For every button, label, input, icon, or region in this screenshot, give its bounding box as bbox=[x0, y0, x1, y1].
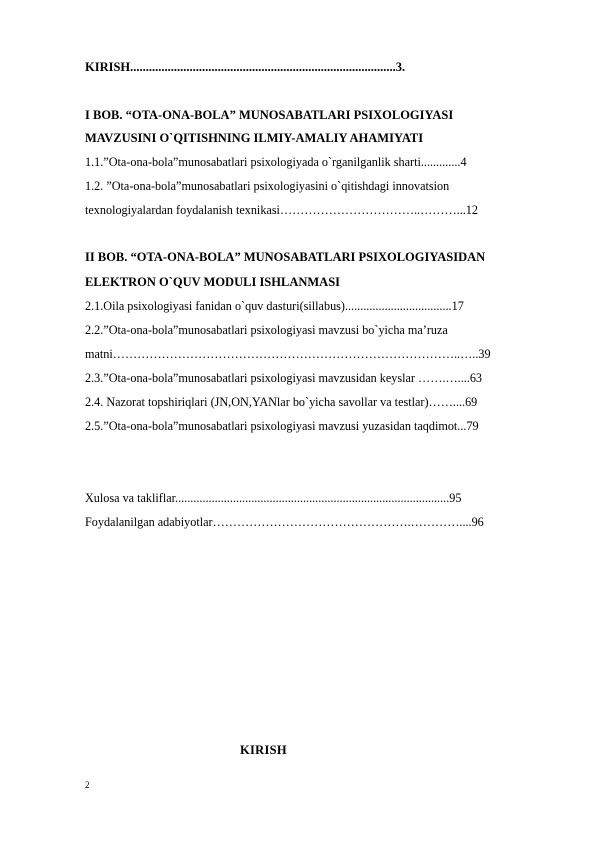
toc-adabiyotlar: Foydalanilgan adabiyotlar………………………………………….…………....96 bbox=[85, 515, 484, 529]
chapter1-title-line2: MAVZUSINI O`QITISHNING ILMIY-AMALIY AHAMIYATI bbox=[85, 131, 424, 145]
toc-kirish: KIRISH.....................................................................................3. bbox=[85, 60, 406, 74]
next-section-heading: KIRISH bbox=[240, 743, 287, 757]
chapter1-title-line1: I BOB. “OTA-ONA-BOLA” MUNOSABATLARI PSIXOLOGIYASI bbox=[85, 108, 454, 122]
toc-item-1-2-line2: texnologiyalardan foydalanish texnikasi……………………………..………...12 bbox=[85, 203, 478, 217]
chapter2-title-line2: ELEKTRON O`QUV MODULI ISHLANMASI bbox=[85, 275, 341, 289]
toc-item-2-1: 2.1.Oila psixologiyasi fanidan o`quv dasturi(sillabus)...................................17 bbox=[85, 299, 464, 313]
toc-item-1-1: 1.1.”Ota-ona-bola”munosabatlari psixologiyada o`rganilganlik sharti.............4 bbox=[85, 155, 467, 169]
chapter2-title-line1: II BOB. “OTA-ONA-BOLA” MUNOSABATLARI PSIXOLOGIYASIDAN bbox=[85, 250, 486, 264]
toc-item-2-2-line1: 2.2.”Ota-ona-bola”munosabatlari psixologiyasi mavzusi bo`yicha ma’ruza bbox=[85, 323, 448, 337]
toc-xulosa: Xulosa va takliflar..........................................................................................95 bbox=[85, 491, 462, 505]
toc-item-2-3: 2.3.”Ota-ona-bola”munosabatlari psixologiyasi mavzusidan keyslar …….…....63 bbox=[85, 371, 483, 385]
toc-item-1-2-line1: 1.2. ”Ota-ona-bola”munosabatlari psixologiyasini o`qitishdagi innovatsion bbox=[85, 179, 450, 193]
toc-item-2-2-line2: matni…………………………………………………………………………..…..39 bbox=[85, 347, 491, 361]
toc-item-2-4: 2.4. Nazorat topshiriqlari (JN,ON,YANlar bo`yicha savollar va testlar)……....69 bbox=[85, 395, 478, 409]
page-number: 2 bbox=[85, 780, 90, 790]
toc-item-2-5: 2.5.”Ota-ona-bola”munosabatlari psixologiyasi mavzusi yuzasidan taqdimot...79 bbox=[85, 419, 479, 433]
